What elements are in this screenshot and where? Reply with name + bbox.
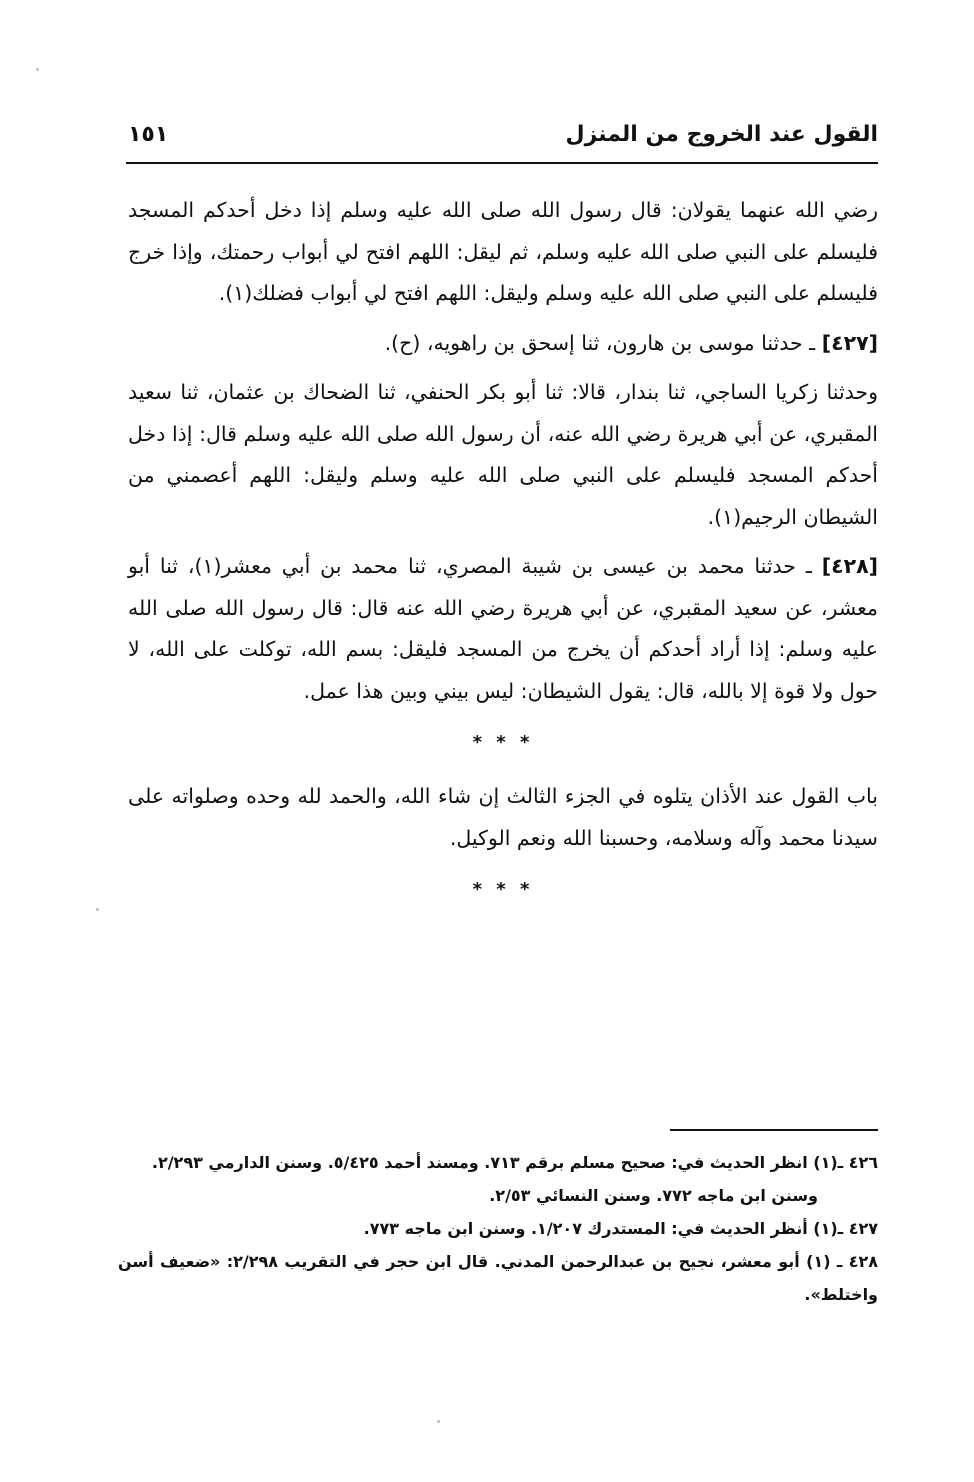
hadith-428-text: ـ حدثنا محمد بن عيسى بن شيبة المصري، ثنا محمد بن أبي معشر(١)، ثنا أبو معشر، عن سعيد المقبري، عن أبي هريرة رضي الله عنه قال: قال رسول الله صلى الله عليه وسلم: إذا أراد أحدكم أن يخرج من المسجد فليقل: بسم الله، توكلت على الله، لا حول ولا قوة إلا بالله، قال: يقول الشيطان: ليس بيني وبين هذا عمل. (128, 554, 878, 703)
footnote-428: ٤٢٨ ـ (١) أبو معشر، نجيح بن عبدالرحمن المدني. قال ابن حجر في التقريب ٢/٢٩٨: «ضعيف أسن واختلط». (118, 1252, 878, 1304)
footnote-427: ٤٢٧ ـ(١) أنظر الحديث في: المستدرك ١/٢٠٧. وسنن ابن ماجه ٧٧٣. (363, 1219, 878, 1238)
scan-speck (96, 908, 99, 911)
scan-speck (437, 1420, 440, 1423)
header-divider (126, 162, 878, 164)
section-separator: * * * (472, 732, 534, 753)
footnote-426: ٤٢٦ ـ(١) انظر الحديث في: صحيح مسلم برقم ٧١٣. ومسند أحمد ٥/٤٢٥. وسنن الدارمي ٢/٢٩٣. (151, 1153, 878, 1172)
chapter-title: القول عند الخروج من المنزل (565, 122, 878, 147)
paragraph-hadith-428 (128, 546, 878, 712)
footnote-divider (670, 1129, 878, 1131)
paragraph-hadith-427-matn: وحدثنا زكريا الساجي، ثنا بندار، قالا: ثنا أبو بكر الحنفي، ثنا الضحاك بن عثمان، ثنا سعيد المقبري، عن أبي هريرة رضي الله عنه، أن رسول الله صلى الله عليه وسلم قال: إذا دخل أحدكم المسجد فليسلم على النبي صلى الله عليه وسلم وليقل: اللهم أعصمني من الشيطان الرجيم(١). (128, 380, 878, 529)
footnotes (118, 1146, 878, 1311)
page-number: ١٥١ (128, 122, 169, 147)
paragraph-hadith-426-end: رضي الله عنهما يقولان: قال رسول الله صلى الله عليه وسلم إذا دخل أحدكم المسجد فليسلم على النبي صلى الله عليه وسلم، ثم ليقل: اللهم افتح لي أبواب رحمتك، وإذا خرج فليسلم على النبي صلى الله عليه وسلم وليقل: اللهم افتح لي أبواب فضلك(١). (128, 198, 878, 305)
paragraph-hadith-427 (128, 323, 878, 365)
hadith-number-427: [٤٢٧] (821, 330, 878, 355)
hadith-427-isnad: ـ حدثنا موسى بن هارون، ثنا إسحق بن راهويه، (ح). (384, 330, 822, 355)
closing-paragraph: باب القول عند الأذان يتلوه في الجزء الثالث إن شاء الله، والحمد لله وحده وصلواته على سيدنا محمد وآله وسلامه، وحسبنا الله ونعم الوكيل. (128, 784, 878, 850)
main-text (128, 190, 878, 923)
footnote-426-continued: وسنن ابن ماجه ٧٧٢. وسنن النسائي ٢/٥٣. (489, 1186, 818, 1205)
scan-speck (36, 68, 39, 71)
running-header (128, 118, 878, 158)
end-separator: * * * (472, 879, 534, 900)
hadith-number-428: [٤٢٨] (821, 554, 878, 578)
